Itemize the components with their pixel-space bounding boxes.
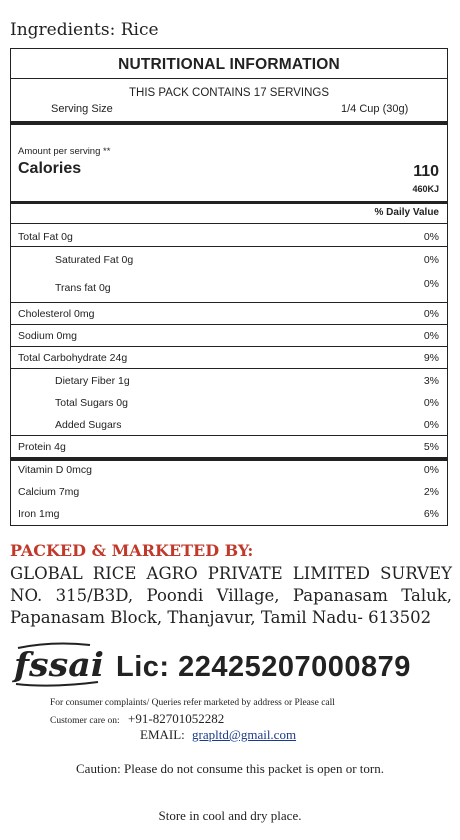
serving-size-label: Serving Size bbox=[51, 103, 113, 115]
nutrient-dv: 0% bbox=[423, 330, 439, 342]
nutrient-label: Protein 4g bbox=[18, 441, 66, 453]
divider bbox=[11, 223, 447, 224]
divider bbox=[11, 435, 447, 436]
calories-kj: 460KJ bbox=[412, 184, 439, 194]
nutrient-label: Iron 1mg bbox=[18, 508, 60, 520]
svg-text:fssai: fssai bbox=[12, 645, 105, 684]
customer-care-row bbox=[50, 711, 224, 727]
thick-divider bbox=[11, 121, 447, 125]
nutrient-label: Sodium 0mg bbox=[18, 330, 77, 342]
nutrient-dv: 9% bbox=[423, 352, 439, 364]
divider bbox=[11, 346, 447, 347]
nutrient-dv: 0% bbox=[423, 278, 439, 290]
nutrient-dv: 0% bbox=[423, 231, 439, 243]
divider bbox=[11, 246, 447, 247]
nutrition-title: NUTRITIONAL INFORMATION bbox=[118, 56, 340, 73]
nutrition-facts-panel bbox=[10, 48, 448, 526]
pack-servings-line: THIS PACK CONTAINS 17 SERVINGS bbox=[128, 87, 330, 99]
nutrient-dv: 0% bbox=[423, 419, 439, 431]
nutrient-dv: 6% bbox=[423, 508, 439, 520]
divider bbox=[11, 324, 447, 325]
customer-care-phone: +91-82701052282 bbox=[128, 711, 225, 726]
thick-divider bbox=[11, 457, 447, 461]
calories-value: 110 bbox=[413, 163, 439, 180]
nutrient-dv: 2% bbox=[423, 486, 439, 498]
nutrient-label: Total Fat 0g bbox=[18, 231, 73, 243]
consumer-complaints-text: For consumer complaints/ Queries refer marketed by address or Please call bbox=[50, 698, 335, 708]
ingredients-line: Ingredients: Rice bbox=[10, 20, 159, 40]
nutrient-label: Cholesterol 0mg bbox=[18, 308, 95, 320]
nutrient-label: Total Sugars 0g bbox=[55, 397, 128, 409]
customer-care-label: Customer care on: bbox=[50, 716, 120, 726]
caution-text: Caution: Please do not consume this packet is open or torn. bbox=[76, 761, 384, 776]
email-label: EMAIL: bbox=[140, 727, 185, 742]
divider bbox=[11, 302, 447, 303]
nutrient-label: Saturated Fat 0g bbox=[55, 254, 134, 266]
divider bbox=[11, 368, 447, 369]
email-row bbox=[140, 727, 296, 743]
nutrient-dv: 0% bbox=[423, 464, 439, 476]
fssai-license: Lic: 22425207000879 bbox=[116, 651, 411, 683]
email-link[interactable]: grapltd@gmail.com bbox=[192, 727, 297, 742]
nutrient-dv: 0% bbox=[423, 397, 439, 409]
serving-size-value: 1/4 Cup (30g) bbox=[341, 103, 409, 115]
nutrient-label: Dietary Fiber 1g bbox=[55, 375, 130, 387]
nutrient-dv: 0% bbox=[423, 254, 439, 266]
nutrient-label: Trans fat 0g bbox=[55, 282, 111, 294]
nutrient-label: Added Sugars bbox=[55, 419, 122, 431]
nutrient-label: Calcium 7mg bbox=[18, 486, 80, 498]
fssai-logo bbox=[12, 640, 108, 690]
amount-per-serving: Amount per serving ** bbox=[18, 146, 111, 157]
nutrient-dv: 0% bbox=[423, 308, 439, 320]
divider bbox=[11, 78, 447, 79]
daily-value-header: % Daily Value bbox=[374, 207, 439, 218]
thick-divider bbox=[11, 201, 447, 204]
calories-label: Calories bbox=[18, 160, 82, 177]
storage-text: Store in cool and dry place. bbox=[158, 808, 302, 823]
packer-address: GLOBAL RICE AGRO PRIVATE LIMITED SURVEY NO. 315/B3D, Poondi Village, Papanasam Taluk, Papanasam Block, Thanjavur, Tamil Nadu- 613502 bbox=[10, 564, 452, 627]
packed-marketed-title: PACKED & MARKETED BY: bbox=[10, 541, 254, 560]
nutrient-label: Total Carbohydrate 24g bbox=[18, 352, 128, 364]
nutrient-label: Vitamin D 0mcg bbox=[18, 464, 92, 476]
nutrient-dv: 5% bbox=[423, 441, 439, 453]
nutrient-dv: 3% bbox=[423, 375, 439, 387]
